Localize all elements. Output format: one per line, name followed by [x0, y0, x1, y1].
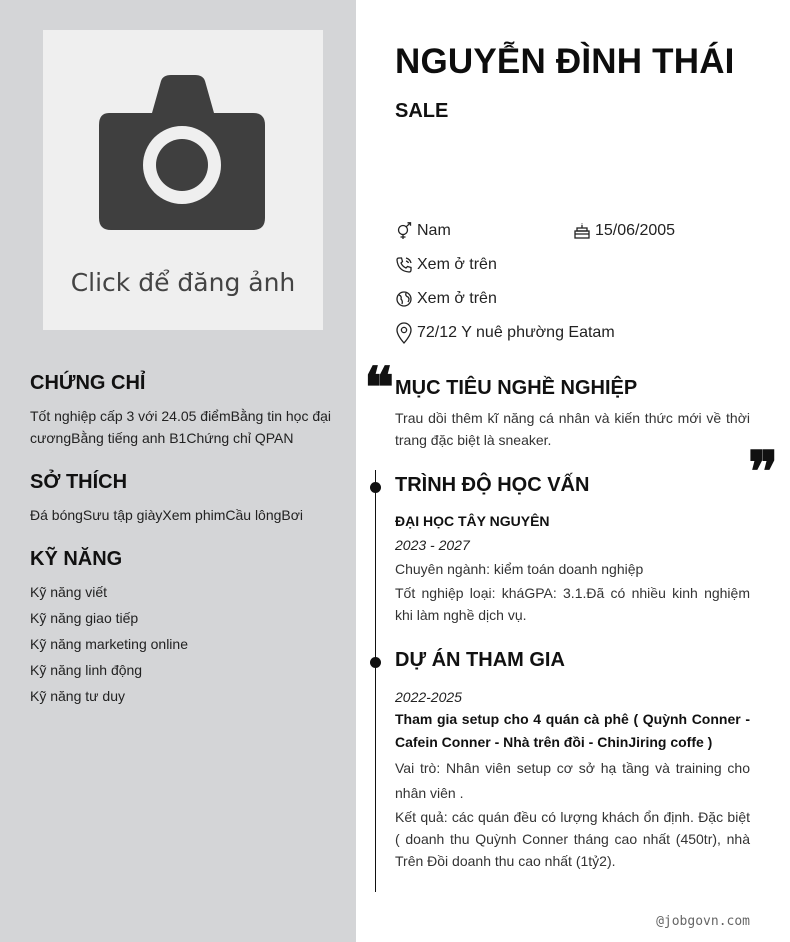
- timeline-line: [375, 470, 376, 892]
- watermark: @jobgovn.com: [656, 914, 750, 929]
- birthday-value: 15/06/2005: [595, 222, 676, 239]
- gender-value: Nam: [417, 222, 451, 239]
- gender-icon: [395, 222, 413, 240]
- birthday-row: [573, 222, 675, 240]
- phone-row: [395, 256, 497, 274]
- skill-item: Kỹ năng tư duy: [30, 688, 125, 704]
- timeline-dot: [370, 657, 381, 668]
- certificates-section: [30, 372, 340, 449]
- website-row: [395, 290, 497, 308]
- gender-row: [395, 222, 451, 240]
- projects-title: DỰ ÁN THAM GIA: [395, 649, 565, 671]
- school-name: ĐẠI HỌC TÂY NGUYÊN: [395, 513, 550, 529]
- education-title: TRÌNH ĐỘ HỌC VẤN: [395, 474, 590, 496]
- camera-icon: [99, 73, 267, 233]
- skills-section: [30, 548, 340, 709]
- timeline-dot: [370, 482, 381, 493]
- objective-text: Trau dồi thêm kĩ năng cá nhân và kiến thức mới về thời trang đặc biệt là sneaker.: [395, 410, 750, 448]
- certificates-title: CHỨNG CHỈ: [30, 372, 146, 394]
- hobbies-section: [30, 471, 340, 526]
- cake-icon: [573, 222, 591, 240]
- candidate-name: NGUYỄN ĐÌNH THÁI: [395, 42, 735, 81]
- open-quote-icon: ❝: [364, 355, 395, 421]
- close-quote-icon: ❞: [748, 439, 779, 505]
- skills-title: KỸ NĂNG: [30, 548, 123, 570]
- address-row: [395, 322, 615, 344]
- skill-item: Kỹ năng marketing online: [30, 636, 188, 652]
- phone-icon: [395, 256, 413, 274]
- avatar-upload[interactable]: [43, 30, 323, 330]
- hobbies-title: SỞ THÍCH: [30, 471, 128, 493]
- location-pin-icon: [395, 322, 413, 344]
- skill-item: Kỹ năng viết: [30, 584, 108, 600]
- objective-title: MỤC TIÊU NGHỀ NGHIỆP: [395, 377, 638, 399]
- project-role: Vai trò: Nhân viên setup cơ sở hạ tầng và training cho nhân viên .: [395, 760, 750, 801]
- website-value: Xem ở trên: [417, 290, 497, 307]
- education-period: 2023 - 2027: [395, 537, 470, 553]
- skill-item: Kỹ năng linh động: [30, 662, 143, 678]
- sidebar: [0, 0, 356, 942]
- globe-icon: [395, 290, 413, 308]
- education-major: Chuyên ngành: kiểm toán doanh nghiệp: [395, 561, 644, 577]
- project-period: 2022-2025: [395, 689, 462, 705]
- skill-item: Kỹ năng giao tiếp: [30, 610, 139, 626]
- phone-value: Xem ở trên: [417, 256, 497, 273]
- project-result: Kết quả: các quán đều có lượng khách ổn định. Đặc biệt ( doanh thu Quỳnh Conner tháng cao nhất (450tr), nhà Trên Đồi doanh thu cao nhất (1tỷ2).: [395, 809, 750, 869]
- hobbies-text: Đá bóngSưu tập giàyXem phimCầu lôngBơi: [30, 507, 304, 523]
- certificates-text: Tốt nghiệp cấp 3 với 24.05 điểmBằng tin học đại cươngBằng tiếng anh B1Chứng chỉ QPAN: [30, 408, 332, 446]
- address-value: 72/12 Y nuê phường Eatam: [417, 324, 615, 341]
- job-position: SALE: [395, 100, 449, 122]
- upload-label: Click để đăng ảnh: [70, 268, 296, 297]
- education-detail: Tốt nghiệp loại: kháGPA: 3.1.Đã có nhiều kinh nghiệm khi làm nghề dịch vụ.: [395, 585, 750, 623]
- project-name: Tham gia setup cho 4 quán cà phê ( Quỳnh Conner - Cafein Conner - Nhà trên đồi - ChinJiring coffe ): [395, 711, 750, 750]
